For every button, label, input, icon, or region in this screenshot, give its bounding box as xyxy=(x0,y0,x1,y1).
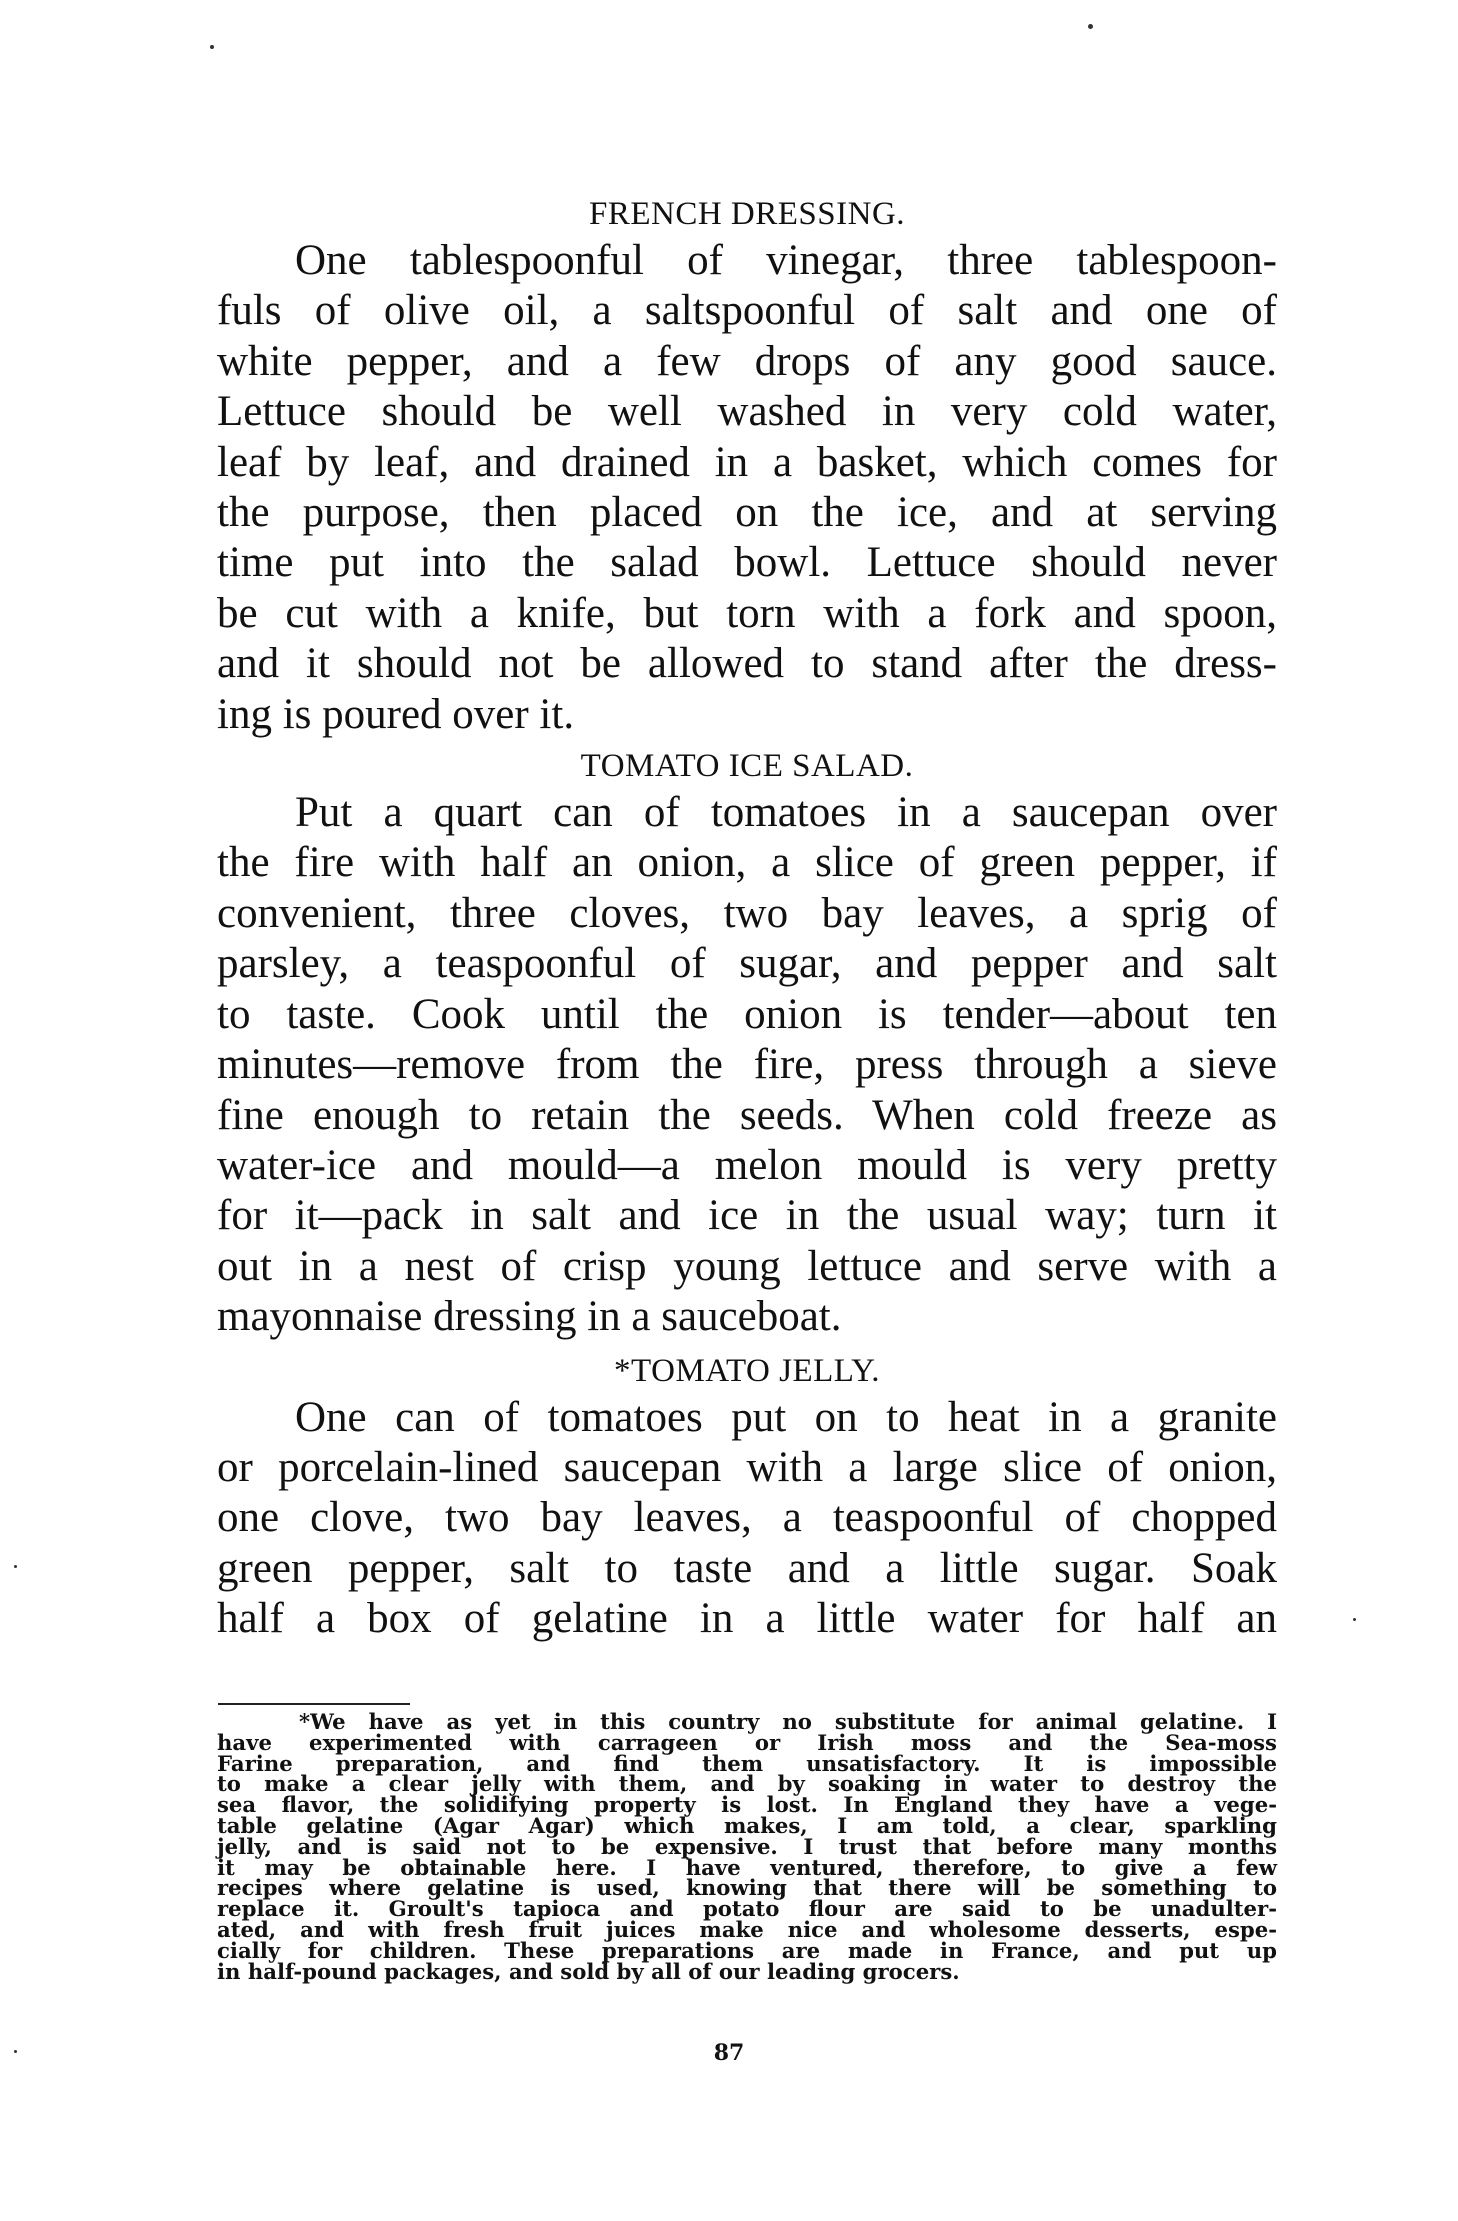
text-line: One tablespoonful of vinegar, three tablespoon- xyxy=(295,237,1277,284)
print-speck xyxy=(1353,1618,1356,1621)
section-paragraph xyxy=(217,1393,1277,1645)
section-heading: *TOMATO JELLY. xyxy=(614,1352,880,1389)
text-line: out in a nest of crisp young lettuce and serve with a xyxy=(217,1242,1277,1290)
text-line: minutes—remove from the fire, press through a sieve xyxy=(217,1041,1277,1089)
print-speck xyxy=(1088,24,1093,29)
text-line: time put into the salad bowl. Lettuce should never xyxy=(217,539,1277,587)
footnote-line: in half-pound packages, and sold by all of our leading grocers. xyxy=(217,1958,960,1984)
footnote-line: table gelatine (Agar Agar) which makes, I am told, a clear, sparkling xyxy=(217,1812,1277,1838)
text-line: for it—pack in salt and ice in the usual way; turn it xyxy=(217,1192,1277,1240)
footnote-line: cially for children. These preparations are made in France, and put up xyxy=(217,1937,1277,1963)
footnote-rule xyxy=(218,1703,410,1705)
text-line: green pepper, salt to taste and a little sugar. Soak xyxy=(217,1544,1277,1592)
section-heading: FRENCH DRESSING. xyxy=(588,196,906,232)
text-line: and it should not be allowed to stand after the dress- xyxy=(217,640,1277,688)
text-line: leaf by leaf, and drained in a basket, which comes for xyxy=(217,438,1277,486)
footnote-line: sea flavor, the solidifying property is lost. In England they have a vege- xyxy=(217,1792,1277,1818)
text-line: half a box of gelatine in a little water for half an xyxy=(217,1595,1277,1643)
footnote-line: *We have as yet in this country no substitute for animal gelatine. I xyxy=(299,1709,1277,1734)
print-speck xyxy=(14,1565,17,1568)
footnote-line: replace it. Groult's tapioca and potato flour are said to be unadulter- xyxy=(217,1896,1277,1922)
text-line: fine enough to retain the seeds. When cold freeze as xyxy=(217,1091,1277,1139)
print-speck xyxy=(210,45,214,49)
footnote xyxy=(217,1709,1277,1984)
text-line: the fire with half an onion, a slice of green pepper, if xyxy=(217,839,1277,887)
footnote-line: have experimented with carrageen or Irish moss and the Sea-moss xyxy=(217,1729,1277,1755)
footnote-line: Farine preparation, and find them unsatisfactory. It is impossible xyxy=(217,1750,1277,1776)
text-line: parsley, a teaspoonful of sugar, and pepper and salt xyxy=(217,940,1277,988)
footnote-line: to make a clear jelly with them, and by soaking in water to destroy the xyxy=(217,1771,1277,1797)
section-paragraph xyxy=(217,236,1277,740)
footnote-line: it may be obtainable here. I have ventured, therefore, to give a few xyxy=(217,1854,1277,1880)
main-text xyxy=(217,192,1277,1645)
text-line: water-ice and mould—a melon mould is very pretty xyxy=(217,1141,1277,1189)
page-number: 87 xyxy=(713,2040,745,2066)
text-line: white pepper, and a few drops of any good sauce. xyxy=(217,337,1277,385)
text-line: fuls of olive oil, a saltspoonful of salt and one of xyxy=(217,287,1277,335)
footnote-line: ated, and with fresh fruit juices make nice and wholesome desserts, espe- xyxy=(217,1916,1277,1942)
text-line: be cut with a knife, but torn with a fork and spoon, xyxy=(217,589,1277,637)
text-line: Lettuce should be well washed in very cold water, xyxy=(217,388,1277,436)
text-line: mayonnaise dressing in a sauceboat. xyxy=(217,1293,842,1341)
footnote-line: recipes where gelatine is used, knowing that there will be something to xyxy=(217,1875,1277,1901)
footnote-line: jelly, and is said not to be expensive. I trust that before many months xyxy=(217,1833,1277,1859)
text-line: ing is poured over it. xyxy=(217,690,575,738)
text-line: or porcelain-lined saucepan with a large slice of onion, xyxy=(217,1443,1277,1491)
text-line: Put a quart can of tomatoes in a saucepan over xyxy=(295,789,1277,837)
text-line: the purpose, then placed on the ice, and at serving xyxy=(217,489,1277,537)
text-line: one clove, two bay leaves, a teaspoonful of chopped xyxy=(217,1494,1277,1542)
text-line: One can of tomatoes put on to heat in a granite xyxy=(295,1393,1277,1441)
text-line: convenient, three cloves, two bay leaves, a sprig of xyxy=(217,889,1277,937)
section-paragraph xyxy=(217,788,1277,1342)
section-heading: TOMATO ICE SALAD. xyxy=(580,748,914,785)
text-line: to taste. Cook until the onion is tender—about ten xyxy=(217,990,1277,1038)
